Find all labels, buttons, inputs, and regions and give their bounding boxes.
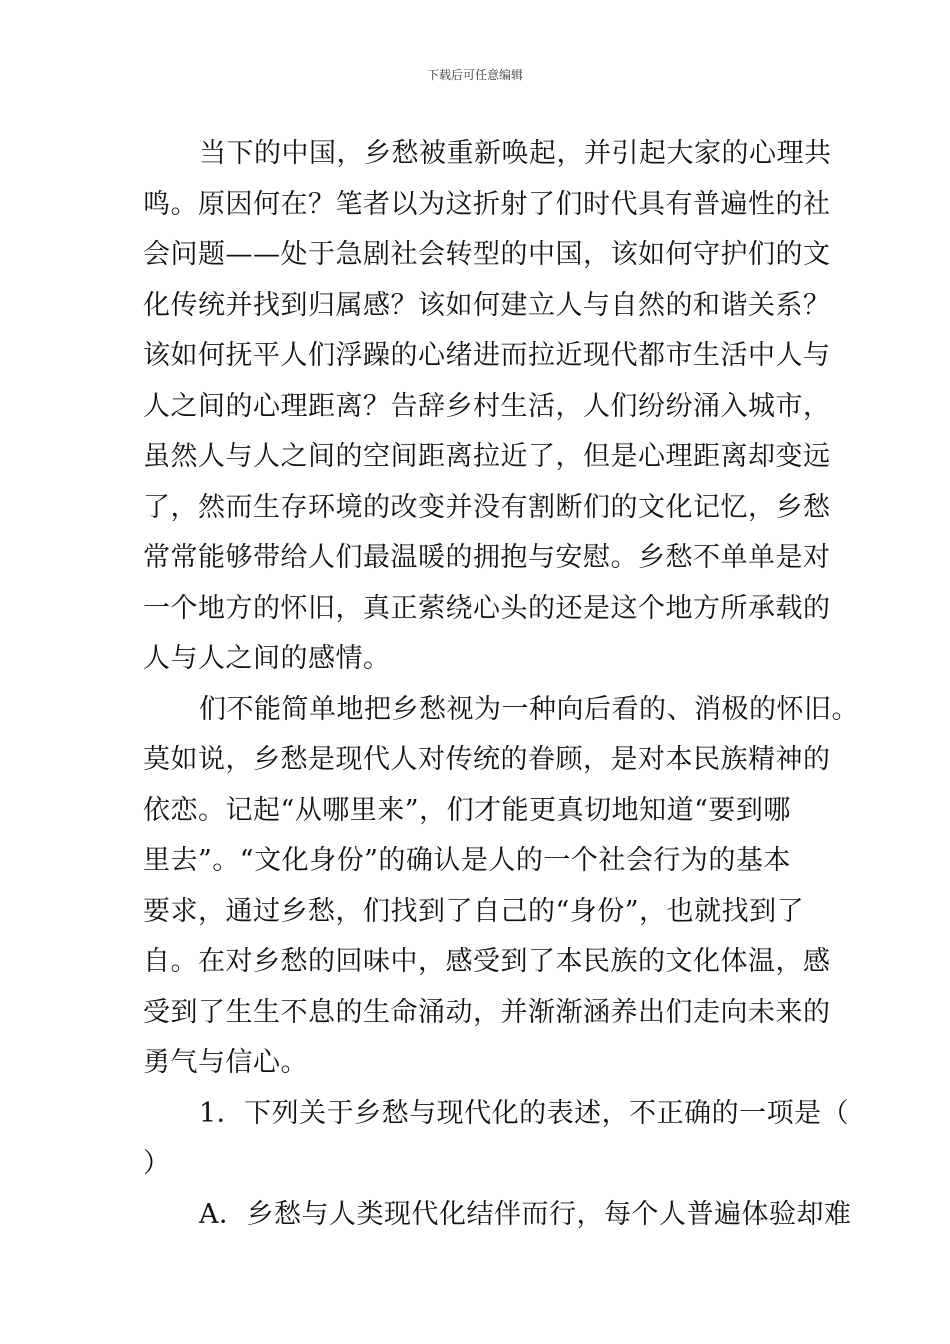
text-line: 了，然而生存环境的改变并没有割断们的文化记忆，乡愁 bbox=[143, 491, 831, 523]
text-line: 莫如说，乡愁是现代人对传统的眷顾，是对本民族精神的 bbox=[143, 744, 831, 775]
document-body bbox=[143, 129, 859, 1240]
text-line: 里去”。“文化身份”的确认是人的一个社会行为的基本 bbox=[143, 845, 791, 876]
text-line: 常常能够带给人们最温暖的拥抱与安慰。乡愁不单单是对 bbox=[143, 542, 831, 573]
text-line: 虽然人与人之间的空间距离拉近了，但是心理距离却变远 bbox=[143, 441, 831, 472]
text-line: 鸣。原因何在？笔者以为这折射了们时代具有普遍性的社 bbox=[143, 188, 831, 220]
text-line: 会问题——处于急剧社会转型的中国，该如何守护们的文 bbox=[143, 239, 831, 270]
text-line: 受到了生生不息的生命涌动，并渐渐涵养出们走向未来的 bbox=[143, 996, 831, 1028]
text-line: 们不能简单地把乡愁视为一种向后看的、消极的怀旧。 bbox=[199, 693, 859, 725]
text-line: 人与人之间的感情。 bbox=[143, 643, 391, 674]
text-line: 自。在对乡愁的回味中，感受到了本民族的文化体温，感 bbox=[143, 946, 831, 977]
page-header: 下载后可任意编辑 bbox=[426, 68, 523, 82]
text-line: 勇气与信心。 bbox=[143, 1047, 308, 1078]
text-line: 该如何抚平人们浮躁的心绪进而拉近现代都市生活中人与 bbox=[143, 340, 831, 371]
option-line: A．乡愁与人类现代化结伴而行，每个人普遍体验却难 bbox=[199, 1198, 852, 1230]
text-line: 一个地方的怀旧，真正萦绕心头的还是这个地方所承载的 bbox=[143, 592, 831, 624]
question-line: ） bbox=[143, 1148, 171, 1179]
text-line: 人之间的心理距离？告辞乡村生活，人们纷纷涌入城市， bbox=[143, 390, 831, 422]
text-line: 当下的中国，乡愁被重新唤起，并引起大家的心理共 bbox=[199, 138, 832, 169]
text-line: 化传统并找到归属感？该如何建立人与自然的和谐关系？ bbox=[143, 289, 831, 321]
text-line: 要求，通过乡愁，们找到了自己的“身份”，也就找到了 bbox=[143, 895, 805, 927]
question-line: 1．下列关于乡愁与现代化的表述，不正确的一项是（ bbox=[199, 1097, 850, 1129]
text-line: 依恋。记起“从哪里来”，们才能更真切地知道“要到哪 bbox=[143, 794, 791, 826]
